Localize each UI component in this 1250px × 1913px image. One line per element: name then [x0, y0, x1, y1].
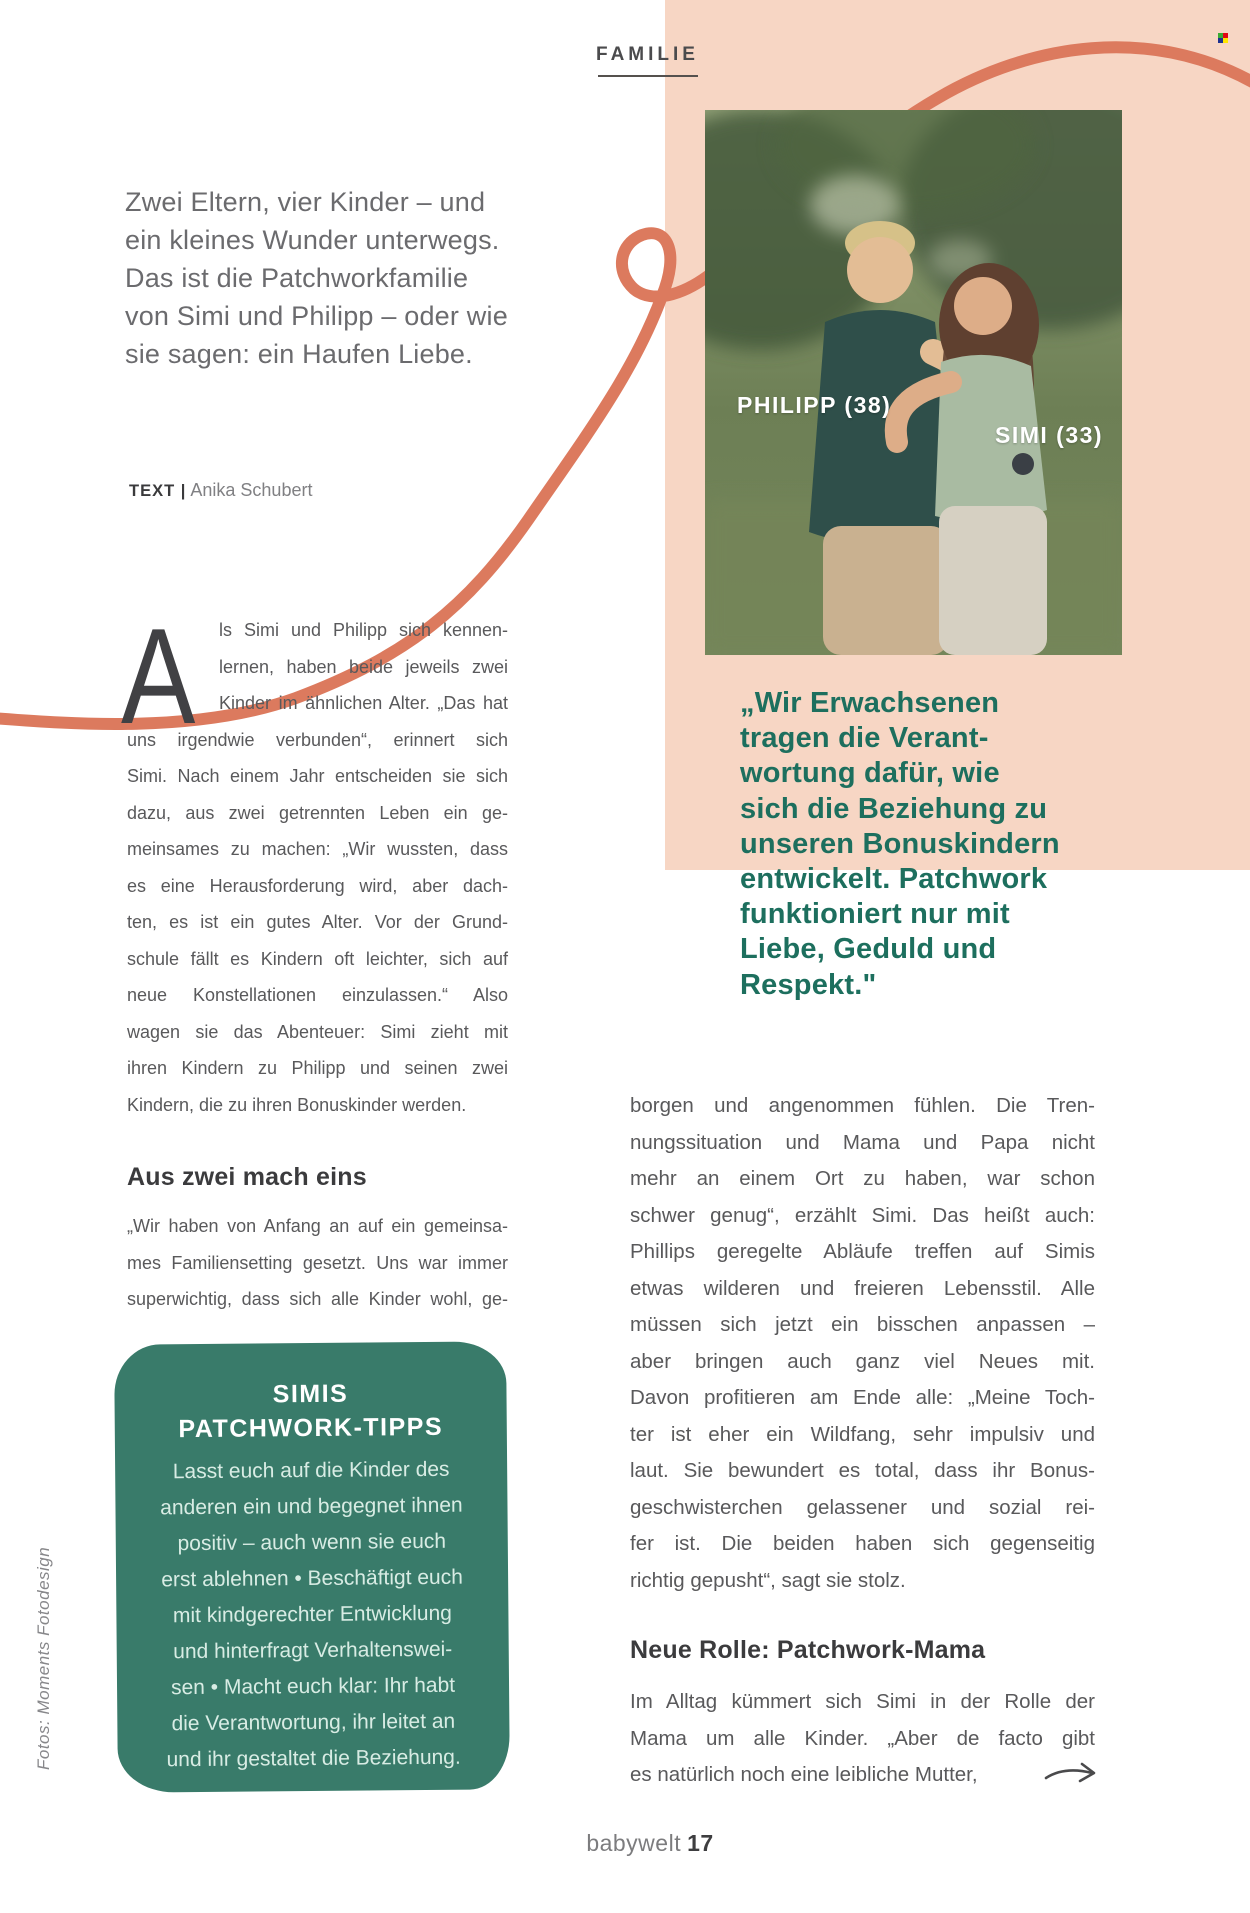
- text-line: richtig gepusht“, sagt sie stolz.: [630, 1568, 906, 1592]
- text-line: nungssituation und Mama und Papa nicht: [630, 1130, 1095, 1154]
- text-line: Zwei Eltern, vier Kinder – und: [125, 187, 486, 217]
- article-right-column-paragraph-2: [630, 1684, 1095, 1794]
- text-line: Mama um alle Kinder. „Aber de facto gibt: [630, 1726, 1095, 1750]
- text-line: sen • Macht euch klar: Ihr habt: [170, 1673, 456, 1700]
- text-line: Kindern, die zu ihren Bonuskinder werden.: [127, 1094, 467, 1115]
- text-line: funktioniert nur mit: [740, 898, 1010, 931]
- text-line: sie sagen: ein Haufen Liebe.: [125, 339, 473, 369]
- article-left-column-paragraph-1: [127, 612, 508, 1123]
- text-line: neue Konstellationen einzulassen.“ Also: [127, 985, 508, 1005]
- text-line: aber bringen auch ganz viel Neues mit.: [630, 1349, 1095, 1373]
- photo-illustration: [705, 110, 1122, 655]
- text-line: geschwisterchen gelassener und sozial rei-: [630, 1495, 1095, 1519]
- text-line: wortung dafür, wie: [740, 757, 1000, 790]
- continuation-arrow-icon: [1044, 1760, 1098, 1788]
- text-line: Lasst euch auf die Kinder des: [172, 1457, 450, 1484]
- text-line: SIMIS: [272, 1379, 349, 1409]
- text-line: Davon profitieren am Ende alle: „Meine Toch-: [630, 1386, 1095, 1409]
- text-line: wagen sie das Abenteuer: Simi zieht mit: [127, 1021, 508, 1042]
- text-line: Im Alltag kümmert sich Simi in der Rolle der: [630, 1690, 1095, 1713]
- photo-caption-simi: SIMI (33): [995, 422, 1104, 448]
- registration-mark-icon: [1218, 33, 1228, 43]
- text-line: Kinder im ähnlichen Alter. „Das hat: [219, 693, 508, 713]
- text-line: ein kleines Wunder unterwegs.: [125, 225, 500, 255]
- text-line: etwas wilderen und freieren Lebensstil. Alle: [630, 1276, 1095, 1300]
- text-line: anderen ein und begegnet ihnen: [160, 1493, 463, 1520]
- tips-box-title: [138, 1376, 483, 1447]
- pull-quote: [740, 686, 1130, 1003]
- text-line: die Verantwortung, ihr leitet an: [171, 1709, 456, 1736]
- text-line: meinsames zu machen: „Wir wussten, dass: [127, 839, 508, 859]
- text-line: „Wir haben von Anfang an auf ein gemeinsa-: [127, 1216, 508, 1236]
- text-line: erst ablehnen • Beschäftigt euch: [161, 1565, 463, 1592]
- text-line: Das ist die Patchworkfamilie: [125, 263, 469, 293]
- text-line: entwickelt. Patchwork: [740, 863, 1048, 896]
- section-underline: [598, 75, 698, 77]
- photo-caption-philipp: PHILIPP (38): [737, 392, 892, 418]
- text-line: müssen sich jetzt ein bisschen anpassen –: [630, 1313, 1095, 1336]
- text-line: unseren Bonuskindern: [740, 827, 1060, 860]
- text-line: es natürlich noch eine leibliche Mutter,: [630, 1763, 978, 1786]
- text-line: ter ist eher ein Wildfang, sehr impulsiv und: [630, 1422, 1095, 1446]
- text-line: Liebe, Geduld und: [740, 933, 997, 966]
- text-line: fer ist. Die beiden haben sich gegenseitig: [630, 1532, 1095, 1555]
- text-line: ls Simi und Philipp sich kennen-: [219, 620, 508, 640]
- subheading-aus-zwei-mach-eins: Aus zwei mach eins: [127, 1163, 367, 1191]
- text-line: sich die Beziehung zu: [740, 792, 1048, 825]
- intro-standfirst: [125, 183, 545, 373]
- text-line: von Simi und Philipp – oder wie: [125, 301, 508, 331]
- text-line: und ihr gestaltet die Beziehung.: [166, 1745, 461, 1772]
- text-line: Simi. Nach einem Jahr entscheiden sie sich: [127, 766, 508, 786]
- text-line: schule fällt es Kindern oft leichter, sich auf: [127, 948, 508, 969]
- text-line: es eine Herausforderung wird, aber dach-: [127, 875, 508, 896]
- text-line: mehr an einem Ort zu haben, war schon: [630, 1167, 1095, 1190]
- couple-photo: [705, 110, 1122, 655]
- text-line: dazu, aus zwei getrennten Leben ein ge-: [127, 802, 508, 823]
- text-line: laut. Sie bewundert es total, dass ihr Bonus-: [630, 1459, 1095, 1482]
- text-line: und hinterfragt Verhaltenswei-: [173, 1637, 453, 1664]
- text-line: PATCHWORK-TIPPS: [178, 1412, 444, 1444]
- subheading-neue-rolle-patchwork-mama: Neue Rolle: Patchwork-Mama: [630, 1636, 986, 1664]
- article-left-column-paragraph-2: [127, 1208, 508, 1318]
- tips-box: [114, 1341, 510, 1792]
- footer-page-number: 17: [687, 1830, 714, 1856]
- regmark-yellow: [1223, 38, 1228, 43]
- text-line: positiv – auch wenn sie euch: [177, 1529, 447, 1556]
- section-header: [560, 44, 735, 77]
- article-right-column-paragraph-1: [630, 1088, 1095, 1599]
- text-line: superwichtig, dass sich alle Kinder wohl, ge-: [127, 1289, 508, 1309]
- text-line: ten, es ist ein gutes Alter. Vor der Grund-: [127, 912, 508, 932]
- photo-credit-vertical: Fotos: Moments Fotodesign: [34, 1546, 53, 1770]
- text-line: uns irgendwie verbunden“, erinnert sich: [127, 729, 508, 750]
- section-label: FAMILIE: [596, 44, 699, 65]
- text-line: mes Familiensetting gesetzt. Uns war immer: [127, 1252, 508, 1273]
- text-line: borgen und angenommen fühlen. Die Tren-: [630, 1094, 1095, 1117]
- text-line: „Wir Erwachsenen: [740, 687, 1000, 719]
- page-footer: [495, 1830, 805, 1857]
- byline-author: Anika Schubert: [190, 480, 313, 500]
- text-line: mit kindgerechter Entwicklung: [172, 1601, 452, 1628]
- text-line: lernen, haben beide jeweils zwei: [219, 656, 508, 677]
- footer-magazine-name: babywelt: [586, 1830, 682, 1856]
- text-line: schwer genug“, erzählt Simi. Das heißt auch:: [630, 1203, 1095, 1227]
- byline: [129, 480, 312, 501]
- byline-label: TEXT |: [129, 482, 187, 500]
- drop-cap: A: [121, 600, 196, 752]
- text-line: Respekt.": [740, 968, 877, 1001]
- text-line: ihren Kindern zu Philipp und seinen zwei: [127, 1058, 508, 1078]
- text-line: Phillips geregelte Abläufe treffen auf Simis: [630, 1240, 1095, 1263]
- tips-box-body: [139, 1452, 486, 1779]
- text-line: tragen die Verant-: [740, 722, 989, 755]
